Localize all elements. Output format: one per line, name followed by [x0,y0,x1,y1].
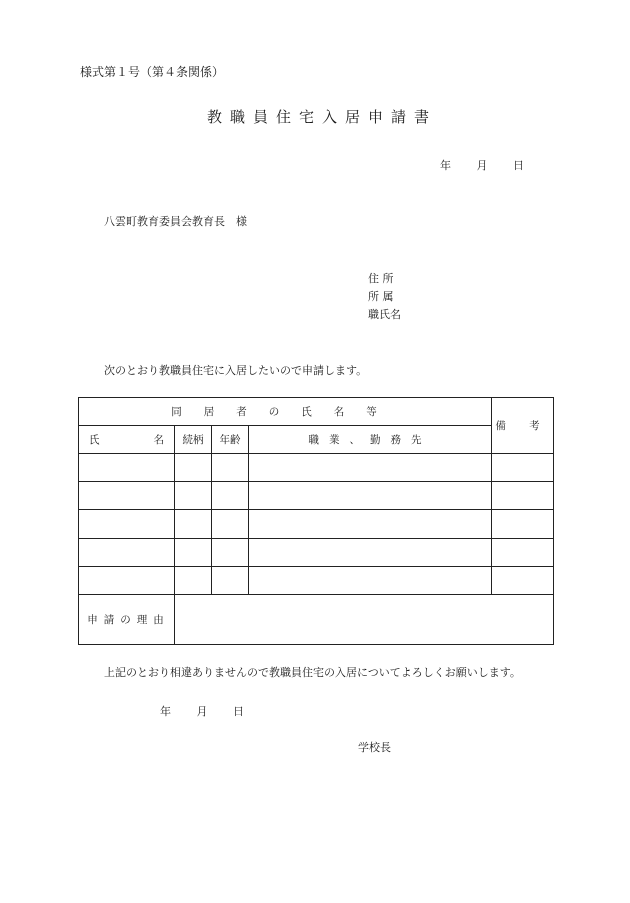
remarks-cell[interactable] [492,538,554,566]
relation-cell[interactable] [175,566,212,594]
name-cell[interactable] [79,482,175,510]
age-cell[interactable] [212,454,249,482]
age-cell[interactable] [212,538,249,566]
age-column-header: 年齢 [212,426,249,454]
name-cell[interactable] [79,566,175,594]
address-label: 住 所 [368,272,394,285]
relation-cell[interactable] [175,510,212,538]
name-cell[interactable] [79,538,175,566]
date-line-top [440,160,524,171]
remarks-cell[interactable] [492,454,554,482]
name-cell[interactable] [79,510,175,538]
year-label: 年 [160,705,171,718]
table-row [79,566,554,594]
remarks-cell[interactable] [492,510,554,538]
relation-cell[interactable] [175,538,212,566]
name-column-header: 氏 名 [79,426,175,454]
name-label: 職氏名 [368,308,401,321]
table-row [79,482,554,510]
occupation-column-header: 職業、勤務先 [249,426,492,454]
occupation-cell[interactable] [249,538,492,566]
age-cell[interactable] [212,566,249,594]
day-label: 日 [233,705,244,718]
table-row [79,454,554,482]
applicant-block [368,270,401,324]
relation-cell[interactable] [175,454,212,482]
remarks-header: 備 考 [492,398,554,454]
group-header: 同居者の氏名等 [79,398,492,426]
age-cell[interactable] [212,482,249,510]
reason-label: 申請の理由 [79,594,175,644]
document-title: 教職員住宅入居申請書 [206,108,437,126]
month-label: 月 [476,159,488,172]
reason-cell[interactable] [175,594,554,644]
occupation-cell[interactable] [249,510,492,538]
day-label: 日 [513,159,524,172]
year-label: 年 [440,159,451,172]
month-label: 月 [196,705,208,718]
cohabitant-table [78,397,554,645]
addressee: 八雲町教育委員会教育長 様 [104,215,247,228]
table-row [79,510,554,538]
remarks-cell[interactable] [492,566,554,594]
occupation-cell[interactable] [249,454,492,482]
table-row [79,538,554,566]
form-number: 様式第１号（第４条関係） [80,65,225,79]
affiliation-label: 所 属 [368,290,394,303]
occupation-cell[interactable] [249,482,492,510]
relation-cell[interactable] [175,482,212,510]
date-line-bottom [160,706,244,717]
occupation-cell[interactable] [249,566,492,594]
name-cell[interactable] [79,454,175,482]
age-cell[interactable] [212,510,249,538]
remarks-cell[interactable] [492,482,554,510]
closing-text: 上記のとおり相違ありませんので教職員住宅の入居についてよろしくお願いします。 [104,666,521,679]
principal-label: 学校長 [358,741,391,754]
relation-column-header: 続柄 [175,426,212,454]
intro-text: 次のとおり教職員住宅に入居したいので申請します。 [104,364,368,377]
